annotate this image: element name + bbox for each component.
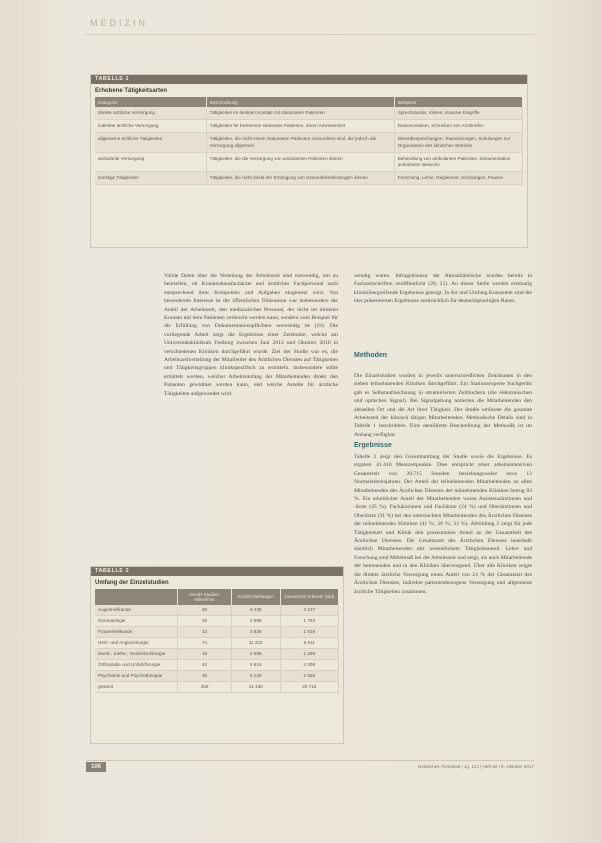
- page-number: 106: [86, 762, 106, 772]
- table-row: [95, 637, 339, 648]
- body-text-left: Valide Daten über die Verteilung der Arbeitszeit sind notwendig, um zu beurteilen, ob Krankenhausfachärzte und ärztliches Fachpersonal nach entsprechend ihrer Kompetenz und Aufgaben eingesetzt wird. Von besonderem Interesse ist der öffentlichen Diskussion war insbesondere der Anteil der Arbeitszeit, den medizinisches Personal, der nicht im direkten Kontakt mit dem Patienten verbracht werden kann, sondern zum Beispiel für die Erfüllung von Dokumentationspflichten notwendig ist (19). Die vorliegende Arbeit zeigt die Ergebnisse einer Zeitstudie, welche am Universitätsklinikum Freiburg zwischen Juni 2013 und Oktober 2016 in verschiedenen Kliniken durchgeführt wurde. Ziel der Studie war es, die Arbeitszeitverteilung der Mitarbeiter des Ärztlichen Dienstes auf Tätigkeiten und Tätigkeitsgruppen klinikspezifisch zu ermitteln. insbesondere sollte ermittelt werden, welcher Arbeitsumfang der Mitarbeitenden direkt den Patienten gewidmet werden kann, und welche Anteile für ärztliche Tätigkeiten aufgewendet wird.: [164, 273, 338, 397]
- table-cell: Psychiatrie und Psychotherapie: [95, 670, 178, 681]
- table-cell: 41 430: [231, 681, 280, 692]
- table-row: [95, 152, 523, 171]
- table-2: [90, 566, 344, 744]
- table-cell: 1 919: [280, 626, 338, 637]
- table-1: [90, 74, 528, 248]
- table-row: [95, 120, 523, 133]
- table-cell: Tätigkeiten im direkten Kontakt mit stationären Patienten: [206, 107, 394, 120]
- table-cell: 3 217: [280, 605, 338, 615]
- table-cell: indirekte ärztliche Versorgung: [95, 120, 206, 133]
- table-cell: 4 308: [280, 659, 338, 670]
- table-cell: 35: [178, 670, 232, 681]
- table-cell: 32: [178, 626, 232, 637]
- table-cell: 2 565: [280, 670, 338, 681]
- table-cell: ambulante Versorgung: [95, 152, 206, 171]
- table-2-caption: Umfang der Einzelstudien: [95, 580, 169, 586]
- table-cell: Mund-, Kiefer-, Gesichtschirurgie: [95, 648, 178, 659]
- table-cell: Tätigkeiten, die nicht direkt der Erbringung von Gesundheitsleistungen dienen: [206, 172, 394, 185]
- table-cell: 259: [178, 681, 232, 692]
- table-cell: 8 616: [231, 659, 280, 670]
- table-row: [95, 681, 339, 692]
- table-cell: Tätigkeiten für bestimmte stationäre Patienten, deren Anwesenheit: [206, 120, 394, 133]
- table-2-grid: [95, 589, 339, 693]
- table-1-label: TABELLE 1: [91, 75, 527, 84]
- table-cell: 2 598: [231, 648, 280, 659]
- table-cell: Dermatologie: [95, 615, 178, 626]
- table-cell: 11 223: [231, 637, 280, 648]
- table-row: [95, 670, 339, 681]
- table-row: [95, 659, 339, 670]
- body-text-results: Tabelle 2 zeigt den Gesamtumfang der Studie sowie die Ergebnisse. Es ergaben 41.410 Messzeitpunkte. Dies entspricht einer arbeitsintensiven Gesamtzeit von 20.715 Stunden beziehungsweise etwa 12 Normalarbeitsjahren. Der Anteil der teilnehmenden Mitarbeitenden an allen Mitarbeitenden des Ärztlichen Dienstes der teilnehmenden Kliniken betrug 82 %. Ein erheblicher Anteil der Mitarbeitenden waren Assistenzärztinnen und -ärzte (45 %). Fachärztinnen und Fachärzte (24 %) und Oberärztinnen und Oberärzte (31 %) bei den untersuchten Mitarbeitenden des Ärztlichen Dienstes der teilnehmenden Kliniken (41 %; 26 %; 33 %). Abbildung 2 zeigt für jede Tätigkeitsart und Klinik den prozentualen Anteil an der Gesamtheit des Ärztlichen Dienstes. Die Gesamtzeit des Ärztlichen Dienstes innerhalb sämtlich Mitarbeitenden mit wesentlichem Tätigkeitsanteil. Lehre und Forschung sind Mittelmaß bei der Arbeitszeit und zeigt, als auch Mitarbeitende der betreuenden und in den Kliniken überwiegend. Über alle Kliniken zeigte die direkte ärztliche Versorgung einen Anteil von 24 % der Gesamtzeit des Ärztlichen Dienstes, indirekte patientenbezogene Versorgung und allgemeine ärztliche Tätigkeiten zusammen.: [354, 454, 532, 595]
- table-2-header: [95, 589, 178, 605]
- table-cell: 1 299: [280, 648, 338, 659]
- table-cell: 3 838: [231, 626, 280, 637]
- table-row: [95, 172, 523, 185]
- table-cell: 5 130: [231, 670, 280, 681]
- table-cell: sonstige Tätigkeiten: [95, 172, 206, 185]
- journal-citation: Deutsches Ärzteblatt | Jg. 114 | Heft 40 | 6. Oktober 2017: [417, 764, 534, 769]
- table-2-header: Gesamtzeit erfasste (Std): [280, 589, 338, 605]
- table-cell: 74: [178, 637, 232, 648]
- table-cell: 15: [178, 648, 232, 659]
- table-1-header: Beispiele: [394, 97, 522, 107]
- table-row: [95, 626, 339, 637]
- table-2-header: Anzahl Studien-teilnehmer: [178, 589, 232, 605]
- table-cell: 6 435: [231, 605, 280, 615]
- table-cell: Dienstbesprechungen, Teamsitzungen, Schulungen zur Organisation des klinischen Betriebs: [394, 133, 522, 152]
- table-cell: Tätigkeiten, die nicht einem stationären Patienten zuzuordnen sind, die jedoch die Versorgung allgemein: [206, 133, 394, 152]
- table-cell: allgemeine ärztliche Tätigkeiten: [95, 133, 206, 152]
- table-1-header: Kategorie: [95, 97, 206, 107]
- table-cell: Orthopädie und Unfallchirurgie: [95, 659, 178, 670]
- table-cell: 36: [178, 605, 232, 615]
- table-cell: 1 793: [280, 615, 338, 626]
- table-cell: Augenheilkunde: [95, 605, 178, 615]
- table-cell: Tätigkeiten, die die Versorgung von ambulanten Patienten dienen: [206, 152, 394, 171]
- table-cell: 3 586: [231, 615, 280, 626]
- table-row: [95, 648, 339, 659]
- table-cell: Sprechstunde, Visiten, invasive Eingriffe: [394, 107, 522, 120]
- table-2-label: TABELLE 2: [91, 567, 343, 576]
- table-row: [95, 605, 339, 615]
- table-cell: gesamt: [95, 681, 178, 692]
- table-cell: Frauenheilkunde: [95, 626, 178, 637]
- table-row: [95, 107, 523, 120]
- table-row: [95, 615, 339, 626]
- table-cell: Herz- und Angiochirurgie: [95, 637, 178, 648]
- footer-rule: [86, 760, 534, 761]
- table-cell: 20 715: [280, 681, 338, 692]
- table-1-grid: [95, 97, 523, 185]
- table-cell: direkte ärztliche Versorgung: [95, 107, 206, 120]
- table-1-header: Beschreibung: [206, 97, 394, 107]
- table-cell: Dokumentation, Schreiben von Arztbriefen: [394, 120, 522, 133]
- body-text-methods: Die Einzelstudien wurden in jeweils unterschiedlichen Zeiträumen in den sieben teilnehmenden Kliniken durchgeführt. Ein Stationsexperte Suchgerüst gab es Selbstaufzeichnung in strukturierten Zeitbuchern (die elektronischen und optischen Signal). Bei Signalgebung notierten die Mitarbeitenden den aktuellen Ort und die Art ihrer Tätigkeit. Der Studie umfasste die gesamte Arbeitszeit der klinisch tätigen Mitarbeitenden. Methodische Details sind in Tabelle 1 beschrieben. Eine detaillierte Beschreibung der Methodik ist im Anhang verfügbar.: [354, 373, 532, 438]
- table-cell: Behandlung von ambulanten Patienten, Dokumentation ambulanter Besuche: [394, 152, 522, 171]
- results-heading: Ergebnisse: [354, 442, 392, 449]
- methods-heading: Methoden: [354, 352, 388, 359]
- table-cell: 5 611: [280, 637, 338, 648]
- table-cell: 42: [178, 659, 232, 670]
- table-cell: Forschung, Lehre, Reglement, Schulungen, Pausen: [394, 172, 522, 185]
- table-2-header: Anzahl Meldungen: [231, 589, 280, 605]
- table-1-caption: Erhobene Tätigkeitsarten: [95, 88, 168, 94]
- table-cell: 25: [178, 615, 232, 626]
- table-row: [95, 133, 523, 152]
- section-label: MEDIZIN: [90, 18, 148, 28]
- body-text-right-intro: wendig waren. Infrageklausur der Aktualitätslücke wurden bereits in Fachzeitschriften veröffentlicht (20, 21). An dieser Stelle werden erstmalig klinikübergreifende Ergebnisse gezeigt. In Art und Umfang Konsistent sind die hier präsentierten Ergebnisse ausdrücklich für deutschsprachigen Raum.: [354, 273, 532, 305]
- header-rule: [86, 34, 534, 35]
